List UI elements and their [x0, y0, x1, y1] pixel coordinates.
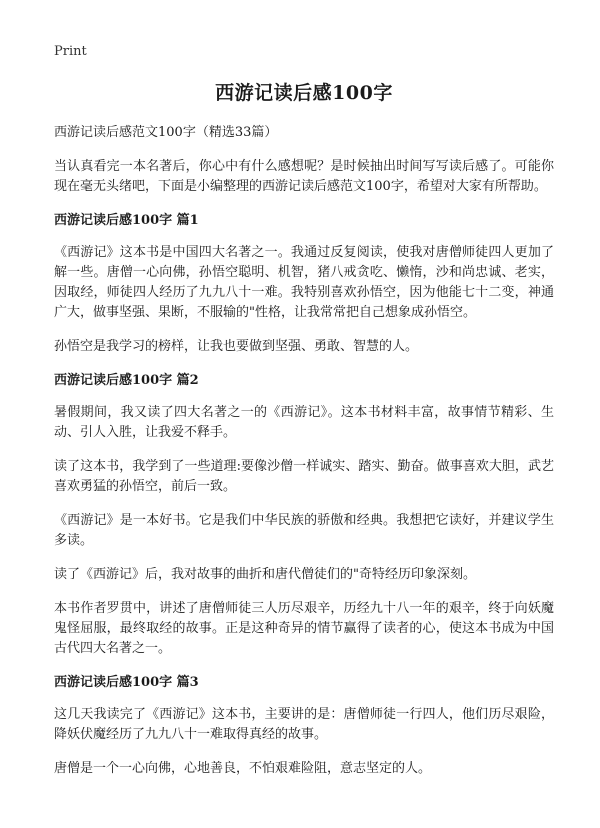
- paragraph: 读了这本书，我学到了一些道理:要像沙僧一样诚实、踏实、勤奋。做事喜欢大胆，武艺喜欢勇猛的孙悟空，前后一致。: [54, 459, 554, 494]
- section-heading-1: 西游记读后感100字 篇1: [54, 213, 199, 228]
- paragraph: 这几天我读完了《西游记》这本书，主要讲的是：唐僧师徒一行四人，他们历尽艰险，降妖伏魔经历了九九八十一难取得真经的故事。: [54, 707, 554, 742]
- section-heading-2: 西游记读后感100字 篇2: [54, 373, 199, 388]
- paragraph: 《西游记》这本书是中国四大名著之一。我通过反复阅读，使我对唐僧师徒四人更加了解一些。唐僧一心向佛，孙悟空聪明、机智，猪八戒贪吃、懒惰，沙和尚忠诚、老实，因取经，师徒四人经历了九九八十一难。我特别喜欢孙悟空，因为他能七十二变，神通广大，做事坚强、果断，不服输的"性格，让我常常把自己想象成孙悟空。: [54, 245, 554, 320]
- paragraph: 《西游记》是一本好书。它是我们中华民族的骄傲和经典。我想把它读好，并建议学生多读。: [54, 513, 554, 548]
- intro-paragraph: 当认真看完一本名著后，你心中有什么感想呢？是时候抽出时间写写读后感了。可能你现在毫无头绪吧，下面是小编整理的西游记读后感范文100字，希望对大家有所帮助。: [54, 159, 554, 194]
- paragraph: 本书作者罗贯中，讲述了唐僧师徒三人历尽艰辛，历经九十八一年的艰辛，终于向妖魔鬼怪屈服，最终取经的故事。正是这种奇异的情节赢得了读者的心，使这本书成为中国古代四大名著之一。: [54, 601, 554, 656]
- page-title: 西游记读后感100字: [215, 82, 393, 104]
- paragraph: 暑假期间，我又读了四大名著之一的《西游记》。这本书材料丰富，故事情节精彩、生动、引人入胜，让我爱不释手。: [54, 405, 554, 440]
- paragraph: 唐僧是一个一心向佛，心地善良，不怕艰难险阻，意志坚定的人。: [54, 761, 432, 776]
- section-heading-3: 西游记读后感100字 篇3: [54, 675, 199, 690]
- document-body: [54, 78, 554, 793]
- print-link[interactable]: Print: [54, 44, 87, 59]
- paragraph: 读了《西游记》后，我对故事的曲折和唐代僧徒们的"奇特经历印象深刻。: [54, 567, 476, 582]
- paragraph: 孙悟空是我学习的榜样，让我也要做到坚强、勇敢、智慧的人。: [54, 339, 419, 354]
- document-subtitle: 西游记读后感范文100字（精选33篇）: [54, 125, 278, 140]
